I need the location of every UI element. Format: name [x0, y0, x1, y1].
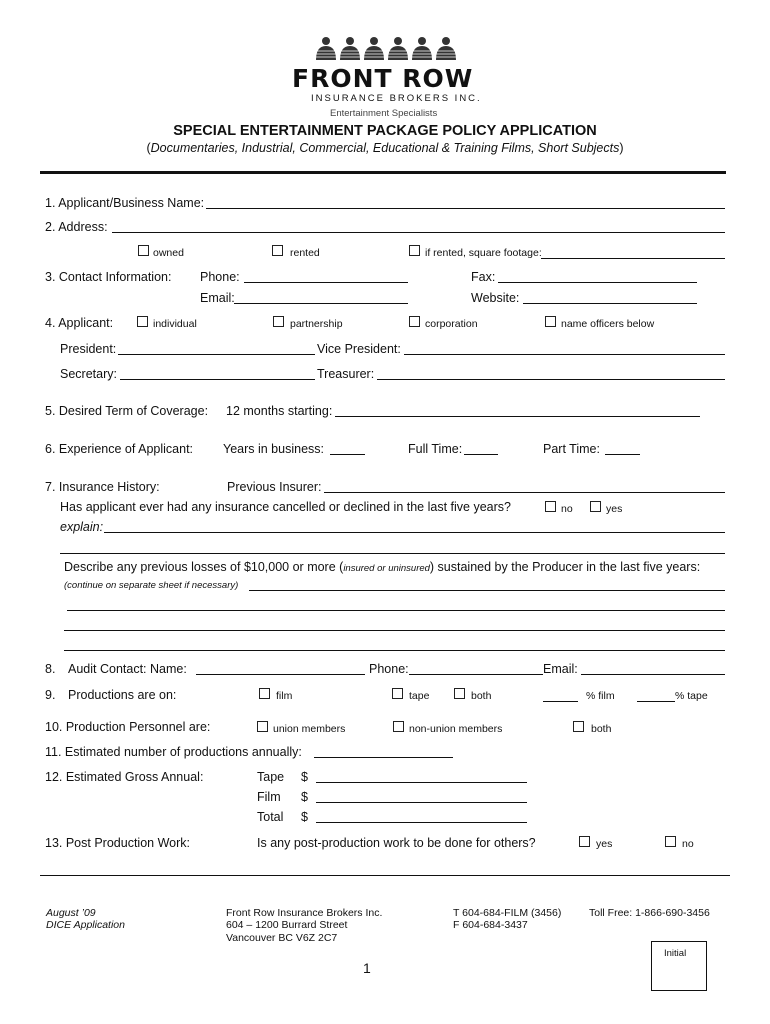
- footer-tel: T 604-684-FILM (3456): [453, 907, 562, 919]
- explain-field[interactable]: [104, 532, 725, 533]
- q11-label: 11. Estimated number of productions annually:: [45, 745, 302, 759]
- secretary-field[interactable]: [120, 379, 315, 380]
- part-time-label: Part Time:: [543, 442, 600, 456]
- post-no-label: no: [682, 838, 694, 850]
- audit-phone-label: Phone:: [369, 662, 409, 676]
- sqft-checkbox[interactable]: [409, 245, 420, 256]
- both-personnel-label: both: [591, 723, 612, 735]
- tape-dollar: $: [301, 770, 308, 784]
- vice-president-field[interactable]: [404, 354, 725, 355]
- explain-field-2[interactable]: [60, 553, 725, 554]
- phone-label: Phone:: [200, 270, 240, 284]
- logo-sub: INSURANCE BROKERS INC.: [311, 93, 482, 104]
- logo-name: FRONT ROW: [292, 64, 474, 93]
- q5-label: 5. Desired Term of Coverage:: [45, 404, 209, 418]
- continue-note: (continue on separate sheet if necessary): [64, 580, 239, 591]
- q8-label: 8.: [45, 662, 56, 676]
- both-checkbox[interactable]: [454, 688, 465, 699]
- productions-label: Productions are on:: [68, 688, 177, 702]
- corporation-label: corporation: [425, 318, 478, 330]
- footer-tollfree: Toll Free: 1-866-690-3456: [589, 907, 710, 919]
- part-time-field[interactable]: [605, 454, 640, 455]
- president-field[interactable]: [118, 354, 315, 355]
- fax-field[interactable]: [498, 282, 697, 283]
- name-officers-checkbox[interactable]: [545, 316, 556, 327]
- audit-phone-field[interactable]: [409, 674, 543, 675]
- coverage-start-field[interactable]: [335, 416, 700, 417]
- losses-question: Describe any previous losses of $10,000 or more (insured or uninsured) sustained by the Producer in the last five years:: [64, 560, 701, 574]
- treasurer-field[interactable]: [377, 379, 725, 380]
- losses-field-2[interactable]: [67, 610, 725, 611]
- both-label: both: [471, 690, 492, 702]
- treasurer-label: Treasurer:: [317, 367, 375, 381]
- header-rule: [40, 171, 726, 174]
- cancelled-no-label: no: [561, 503, 573, 515]
- pct-film-field[interactable]: [543, 701, 578, 702]
- individual-checkbox[interactable]: [137, 316, 148, 327]
- film-checkbox[interactable]: [259, 688, 270, 699]
- footer-city: Vancouver BC V6Z 2C7: [226, 932, 338, 944]
- tape-checkbox[interactable]: [392, 688, 403, 699]
- cancelled-no-checkbox[interactable]: [545, 501, 556, 512]
- website-label: Website:: [471, 291, 520, 305]
- page-subtitle: (Documentaries, Industrial, Commercial, Educational & Training Films, Short Subjects): [146, 141, 624, 155]
- page-title: SPECIAL ENTERTAINMENT PACKAGE POLICY APPLICATION: [173, 123, 597, 139]
- logo-tagline: Entertainment Specialists: [330, 108, 438, 119]
- productions-annually-field[interactable]: [314, 757, 453, 758]
- film-dollar: $: [301, 790, 308, 804]
- individual-label: individual: [153, 318, 197, 330]
- audit-name-label: Audit Contact: Name:: [68, 662, 187, 676]
- q6-label: 6. Experience of Applicant:: [45, 442, 194, 456]
- total-gross-label: Total: [257, 810, 284, 824]
- vice-president-label: Vice President:: [317, 342, 401, 356]
- page-number: 1: [363, 960, 371, 976]
- union-checkbox[interactable]: [257, 721, 268, 732]
- post-no-checkbox[interactable]: [665, 836, 676, 847]
- website-field[interactable]: [523, 303, 697, 304]
- footer-street: 604 – 1200 Burrard Street: [226, 919, 348, 931]
- q7-label: 7. Insurance History:: [45, 480, 160, 494]
- nonunion-checkbox[interactable]: [393, 721, 404, 732]
- business-name-field[interactable]: [206, 208, 725, 209]
- q3-label: 3. Contact Information:: [45, 270, 172, 284]
- q2-label: 2. Address:: [45, 220, 108, 234]
- film-gross-field[interactable]: [316, 802, 527, 803]
- full-time-field[interactable]: [464, 454, 498, 455]
- q4-label: 4. Applicant:: [45, 316, 114, 330]
- initial-label: Initial: [664, 948, 687, 959]
- q13-label: 13. Post Production Work:: [45, 836, 190, 850]
- corporation-checkbox[interactable]: [409, 316, 420, 327]
- owned-checkbox[interactable]: [138, 245, 149, 256]
- footer-date: August ’09: [46, 907, 96, 919]
- tape-gross-label: Tape: [257, 770, 285, 784]
- sqft-label: if rented, square footage:: [425, 247, 542, 259]
- rented-label: rented: [290, 247, 320, 259]
- film-gross-label: Film: [257, 790, 281, 804]
- audit-email-field[interactable]: [581, 674, 725, 675]
- previous-insurer-field[interactable]: [324, 492, 725, 493]
- tape-gross-field[interactable]: [316, 782, 527, 783]
- cancelled-question: Has applicant ever had any insurance cancelled or declined in the last five years?: [60, 500, 511, 514]
- pct-tape-label: % tape: [675, 690, 708, 702]
- q10-label: 10. Production Personnel are:: [45, 720, 211, 734]
- q12-label: 12. Estimated Gross Annual:: [45, 770, 204, 784]
- full-time-label: Full Time:: [408, 442, 463, 456]
- phone-field[interactable]: [244, 282, 408, 283]
- union-label: union members: [273, 723, 346, 735]
- audit-email-label: Email:: [543, 662, 578, 676]
- rented-checkbox[interactable]: [272, 245, 283, 256]
- email-field[interactable]: [234, 303, 408, 304]
- explain-label: explain:: [60, 520, 104, 534]
- pct-tape-field[interactable]: [637, 701, 675, 702]
- years-business-field[interactable]: [330, 454, 365, 455]
- losses-field-1[interactable]: [249, 590, 725, 591]
- previous-insurer-label: Previous Insurer:: [227, 480, 322, 494]
- sqft-field[interactable]: [541, 258, 725, 259]
- q9-label: 9.: [45, 688, 56, 702]
- years-business-label: Years in business:: [223, 442, 324, 456]
- partnership-label: partnership: [290, 318, 343, 330]
- secretary-label: Secretary:: [60, 367, 117, 381]
- tape-label: tape: [409, 690, 430, 702]
- fax-label: Fax:: [471, 270, 496, 284]
- both-personnel-checkbox[interactable]: [573, 721, 584, 732]
- owned-label: owned: [153, 247, 184, 259]
- president-label: President:: [60, 342, 117, 356]
- pct-film-label: % film: [586, 690, 615, 702]
- address-field[interactable]: [112, 232, 725, 233]
- name-officers-label: name officers below: [561, 318, 655, 330]
- cancelled-yes-checkbox[interactable]: [590, 501, 601, 512]
- footer-rule: [40, 875, 730, 876]
- losses-field-4[interactable]: [64, 650, 725, 651]
- coverage-start-label: 12 months starting:: [226, 404, 333, 418]
- email-label: Email:: [200, 291, 235, 305]
- total-dollar: $: [301, 810, 308, 824]
- cancelled-yes-label: yes: [606, 503, 623, 515]
- footer-company: Front Row Insurance Brokers Inc.: [226, 907, 383, 919]
- logo-people-icon: [314, 36, 460, 60]
- losses-field-3[interactable]: [64, 630, 725, 631]
- q1-label: 1. Applicant/Business Name:: [45, 196, 205, 210]
- partnership-checkbox[interactable]: [273, 316, 284, 327]
- footer-fax: F 604-684-3437: [453, 919, 528, 931]
- footer-app: DICE Application: [46, 919, 125, 931]
- post-yes-label: yes: [596, 838, 613, 850]
- nonunion-label: non-union members: [409, 723, 503, 735]
- audit-name-field[interactable]: [196, 674, 365, 675]
- total-gross-field[interactable]: [316, 822, 527, 823]
- post-production-question: Is any post-production work to be done for others?: [257, 836, 536, 850]
- post-yes-checkbox[interactable]: [579, 836, 590, 847]
- film-label: film: [276, 690, 293, 702]
